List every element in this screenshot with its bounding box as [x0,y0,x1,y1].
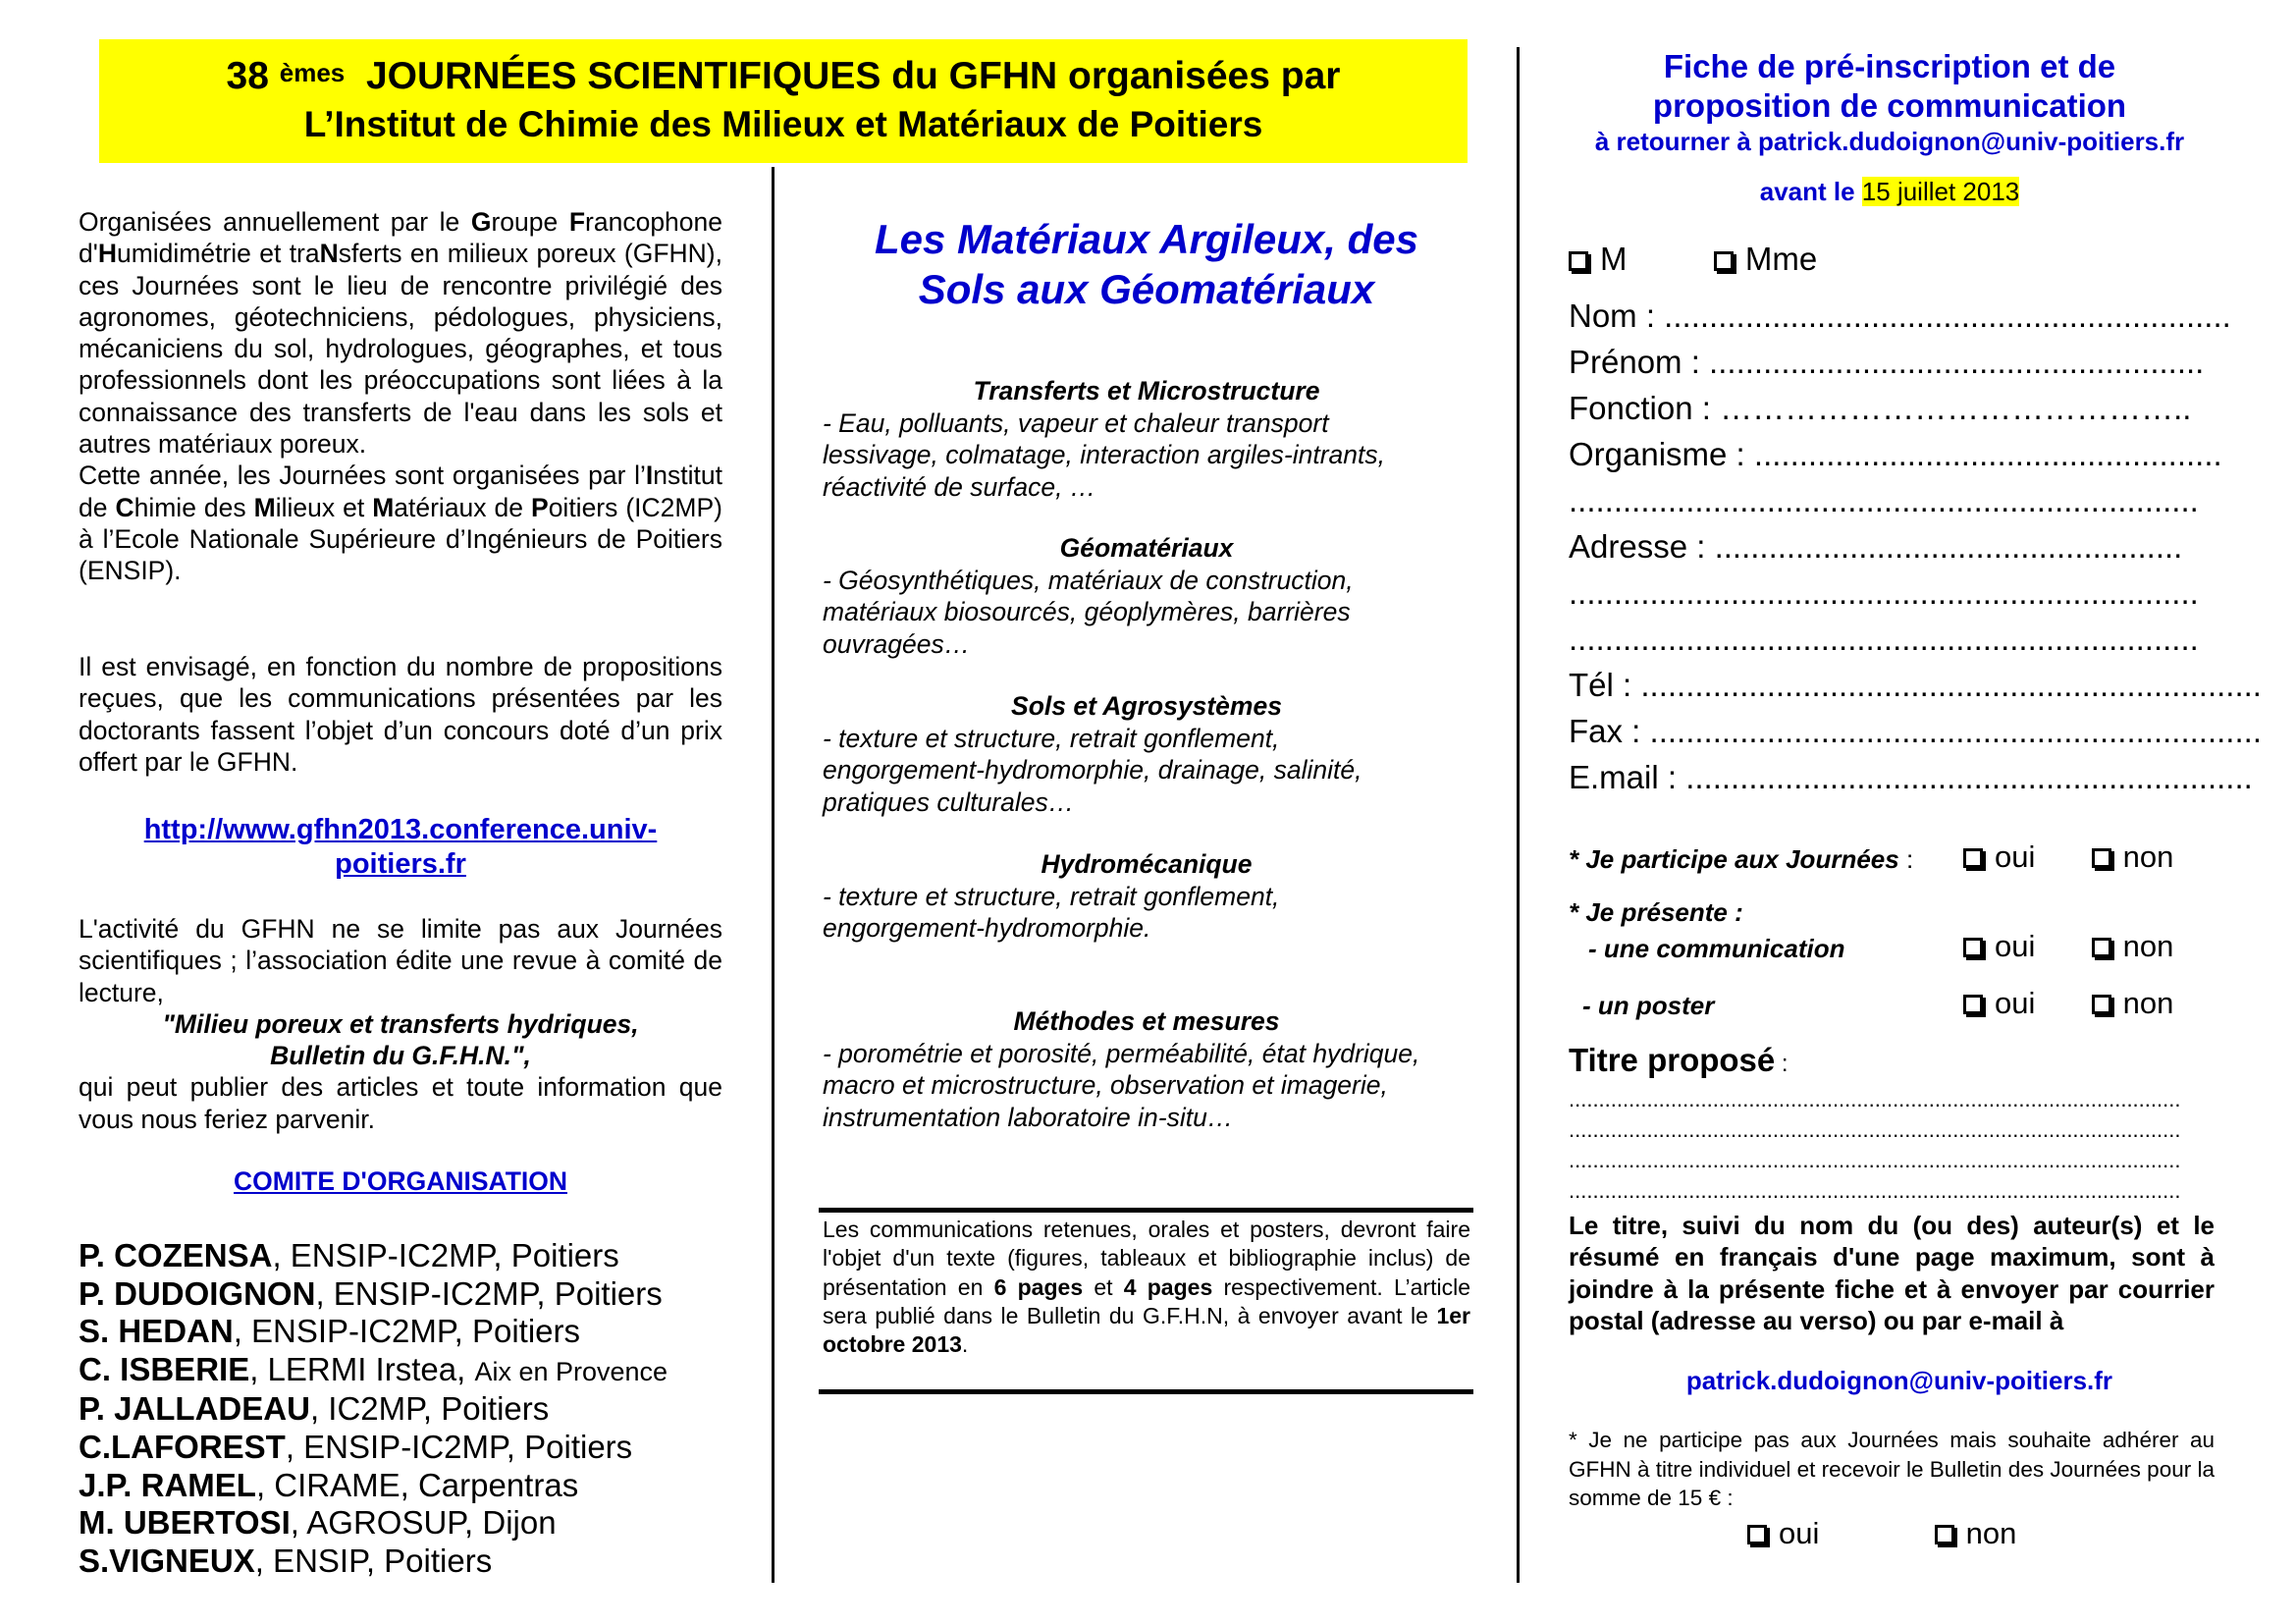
communication-oui[interactable]: oui [1963,929,2035,963]
form-field[interactable]: Prénom : ....................................................... [1569,344,2205,380]
checkbox-icon [2092,848,2111,868]
titre-propose-label: Titre proposé : [1569,1042,1789,1078]
form-field[interactable]: E.mail : ............................................................... [1569,759,2253,795]
theme-section [823,375,1470,503]
titre-line-1[interactable]: ...................................................................................................... [1569,1087,2181,1111]
titre-line-2[interactable]: ...................................................................................................... [1569,1117,2181,1142]
form-field[interactable]: Fax : .................................................................... [1569,713,2262,749]
section-line: réactivité de surface, … [823,471,1096,502]
section-line: macro et microstructure, observation et imagerie, [823,1070,1388,1100]
committee-member: S. HEDAN, ENSIP-IC2MP, Poitiers [79,1313,581,1350]
communication-options [1963,927,2173,966]
note-rule-bottom [819,1389,1473,1394]
participate-oui[interactable]: oui [1963,839,2035,874]
membership-options [1747,1514,2016,1553]
theme-section [823,532,1470,660]
submission-instructions: Le titre, suivi du nom du (ou des) auteur(s) et le résumé en français d'une page maximum, sont à joindre à la présente fiche et à envoyer par courrier postal (adresse au verso) ou par e-mail à [1569,1211,2215,1335]
committee-member: P. JALLADEAU, IC2MP, Poitiers [79,1390,550,1428]
gender-row [1569,240,1817,279]
section-line: engorgement-hydromorphie, drainage, salinité, [823,755,1362,785]
form-field[interactable]: Fonction : …………………………………….. [1569,390,2192,426]
participate-options [1963,838,2173,877]
theme-section [823,848,1470,945]
journal-title: "Milieu poreux et transferts hydriques, [162,1008,639,1039]
activity-paragraph: L'activité du GFHN ne se limite pas aux Journées scientifiques ; l’association édite une revue à comité de lecture, "Milieu poreux et transferts hydriques, Bulletin du G.F.H.N.", qui peut publier des articles et toute information que vous nous feriez parvenir. [79,914,722,1134]
poster-oui[interactable]: oui [1963,986,2035,1020]
form-field[interactable]: Adresse : .................................................... [1569,528,2183,565]
section-line: - texture et structure, retrait gonflement, [823,881,1280,911]
committee-member: P. COZENSA, ENSIP-IC2MP, Poitiers [79,1237,619,1273]
committee-list [79,1237,766,1580]
communication-label: - une communication [1588,934,1845,963]
checkbox-icon [1963,848,1983,868]
intro-paragraph: Organisées annuellement par le Groupe Francophone d'Humidimétrie et traNsferts en milieux poreux (GFHN), ces Journées sont le lieu de rencontre privilégié des agronomes, géotechniciens, pédologues, physiciens, mécaniciens du sol, hydrologues, géographes, et tous professionnels dont les préoccupations sont liées à la connaissance des transferts de l'eau dans les sols et autres matériaux poreux. Cette année, les Journées sont organisées par l’Institut de Chimie des Milieux et Matériaux de Poitiers (IC2MP) à l’Ecole Nationale Supérieure d’Ingénieurs de Poitiers (ENSIP). [79,207,723,586]
column-divider-left [772,167,774,1583]
theme-section [823,1005,1470,1133]
poster-options [1963,984,2173,1023]
contact-email[interactable]: patrick.dudoignon@univ-poitiers.fr [1685,1366,2113,1395]
form-field[interactable]: Tél : ..................................................................... [1569,667,2262,703]
form-field[interactable]: Organisme : .................................................... [1569,436,2222,472]
form-field[interactable]: ...................................................................... [1569,621,2199,657]
committee-member: C. ISBERIE, LERMI Irstea, Aix en Provence [79,1350,668,1387]
checkbox-icon [1714,251,1734,271]
column-divider-right [1517,47,1520,1583]
form-title: Fiche de pré-inscription et de proposition de communication [1652,48,2127,124]
checkbox-icon [1747,1525,1767,1544]
checkbox-icon [2092,995,2111,1014]
membership-non[interactable]: non [1935,1516,2017,1550]
deadline: avant le 15 juillet 2013 [1759,177,2020,206]
committee-member: J.P. RAMEL, CIRAME, Carpentras [79,1466,579,1503]
return-address: à retourner à patrick.dudoignon@univ-poitiers.fr [1594,127,2185,156]
header-subtitle: L’Institut de Chimie des Milieux et Matériaux de Poitiers [303,104,1263,144]
section-line: lessivage, colmatage, interaction argiles-intrants, [823,440,1385,469]
section-heading: Transferts et Microstructure [973,376,1320,406]
section-heading: Méthodes et mesures [1013,1006,1280,1036]
section-heading: Géomatériaux [1059,533,1234,563]
participate-non[interactable]: non [2092,839,2174,874]
participate-row: * Je participe aux Journées : [1569,844,1914,874]
communication-non[interactable]: non [2092,929,2174,963]
form-field[interactable]: ...................................................................... [1569,574,2199,611]
gender-mme-checkbox[interactable]: Mme [1714,241,1817,277]
form-field[interactable]: Nom : ............................................................... [1569,298,2231,334]
website-link[interactable]: http://www.gfhn2013.conference.univ- poitiers.fr [143,814,658,880]
membership-paragraph: * Je ne participe pas aux Journées mais souhaite adhérer au GFHN à titre individuel et recevoir le Bulletin des Journées pour la somme de 15 € : [1569,1428,2215,1510]
deadline-date: 15 juillet 2013 [1861,177,2020,206]
checkbox-icon [1963,995,1983,1014]
checkbox-icon [1963,938,1983,957]
committee-title[interactable]: COMITE D'ORGANISATION [234,1166,567,1196]
section-line: ouvragées… [823,628,971,659]
titre-line-4[interactable]: ...................................................................................................... [1569,1178,2181,1203]
poster-label: - un poster [1582,991,1715,1020]
section-heading: Sols et Agrosystèmes [1011,691,1282,721]
poster-non[interactable]: non [2092,986,2174,1020]
checkbox-icon [1935,1525,1954,1544]
contest-paragraph: Il est envisagé, en fonction du nombre de propositions reçues, que les communications présentées par les doctorants fassent l’objet d’un concours doté d’un prix offert par le GFHN. [79,652,722,777]
present-label: * Je présente : [1569,897,1743,927]
header-title: 38 $^{èmes}$ JOURNÉES SCIENTIFIQUES du GFHN organisées par [226,55,1341,97]
titre-line-3[interactable]: ...................................................................................................... [1569,1148,2181,1172]
section-line: - porométrie et porosité, perméabilité, état hydrique, [823,1038,1420,1068]
membership-oui[interactable]: oui [1747,1516,1819,1550]
gender-m-checkbox[interactable]: M [1569,241,1628,277]
journal-subtitle: Bulletin du G.F.H.N.", [270,1041,531,1071]
section-line: matériaux biosourcés, géoplymères, barrières [823,597,1351,626]
section-line: instrumentation laboratoire in-situ… [823,1102,1234,1132]
section-line: pratiques culturales… [823,786,1075,817]
note-rule-top [819,1208,1473,1213]
section-heading: Hydromécanique [1041,849,1253,879]
section-line: - Géosynthétiques, matériaux de construction, [823,565,1354,595]
committee-member: S.VIGNEUX, ENSIP, Poitiers [79,1542,493,1579]
committee-member: M. UBERTOSI, AGROSUP, Dijon [79,1504,557,1542]
theme-section [823,690,1470,818]
checkbox-icon [1569,251,1588,271]
committee-member: C.LAFOREST, ENSIP-IC2MP, Poitiers [79,1428,633,1465]
section-line: - Eau, polluants, vapeur et chaleur transport [823,407,1329,438]
header-banner [99,39,1468,163]
checkbox-icon [2092,938,2111,957]
section-line: engorgement-hydromorphie. [823,913,1151,943]
section-line: - texture et structure, retrait gonflement, [823,723,1280,753]
theme-title: Les Matériaux Argileux, des Sols aux Géomatériaux [875,216,1418,312]
committee-member: P. DUDOIGNON, ENSIP-IC2MP, Poitiers [79,1274,663,1312]
form-field[interactable]: ...................................................................... [1569,482,2199,518]
submission-note: Les communications retenues, orales et posters, devront faire l'objet d'un texte (figures, tableaux et bibliographie inclus) de présentation en 6 pages et 4 pages respectivement. L’article sera publié dans le Bulletin du G.F.H.N, à envoyer avant le 1er octobre 2013. [823,1217,1471,1358]
